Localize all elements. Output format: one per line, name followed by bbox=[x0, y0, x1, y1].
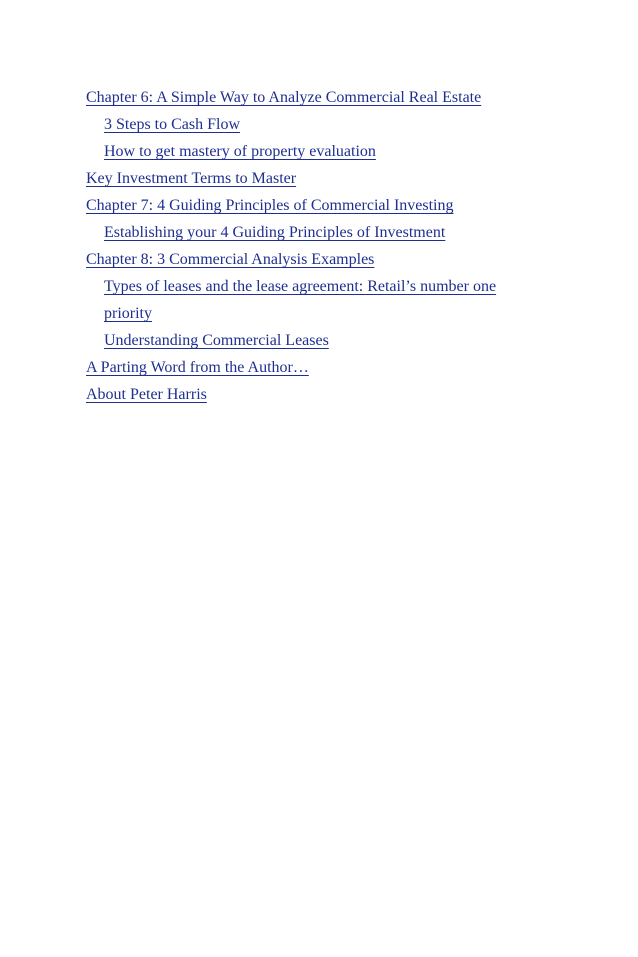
toc-link-chapter-6[interactable]: Chapter 6: A Simple Way to Analyze Commercial Real Estate bbox=[86, 89, 482, 106]
toc-entry-chapter-8 bbox=[86, 246, 566, 273]
toc-link-understanding-leases[interactable]: Understanding Commercial Leases bbox=[104, 332, 329, 349]
toc-entry-property-evaluation bbox=[86, 138, 566, 165]
toc-link-types-of-leases-continued[interactable]: priority bbox=[104, 305, 152, 322]
toc-entry-types-of-leases-continued bbox=[86, 300, 566, 327]
toc-link-chapter-7[interactable]: Chapter 7: 4 Guiding Principles of Commercial Investing bbox=[86, 197, 454, 214]
toc-link-parting-word[interactable]: A Parting Word from the Author… bbox=[86, 359, 309, 376]
toc-entry-key-investment-terms bbox=[86, 165, 566, 192]
toc-link-3-steps-cash-flow[interactable]: 3 Steps to Cash Flow bbox=[104, 116, 241, 133]
toc-entry-3-steps-cash-flow bbox=[86, 111, 566, 138]
toc-entry-parting-word bbox=[86, 354, 566, 381]
toc-link-chapter-8[interactable]: Chapter 8: 3 Commercial Analysis Examples bbox=[86, 251, 375, 268]
toc-entry-chapter-7 bbox=[86, 192, 566, 219]
toc-link-key-investment-terms[interactable]: Key Investment Terms to Master bbox=[86, 170, 297, 187]
toc-link-property-evaluation[interactable]: How to get mastery of property evaluation bbox=[104, 143, 376, 160]
toc-entry-about-author bbox=[86, 381, 566, 408]
toc-link-about-author[interactable]: About Peter Harris bbox=[86, 386, 207, 403]
table-of-contents bbox=[86, 84, 566, 408]
toc-entry-understanding-leases bbox=[86, 327, 566, 354]
toc-entry-chapter-6 bbox=[86, 84, 566, 111]
toc-entry-guiding-principles bbox=[86, 219, 566, 246]
toc-entry-types-of-leases bbox=[86, 273, 566, 300]
toc-link-types-of-leases[interactable]: Types of leases and the lease agreement: Retail’s number one bbox=[104, 278, 497, 295]
toc-link-guiding-principles[interactable]: Establishing your 4 Guiding Principles of Investment bbox=[104, 224, 446, 241]
